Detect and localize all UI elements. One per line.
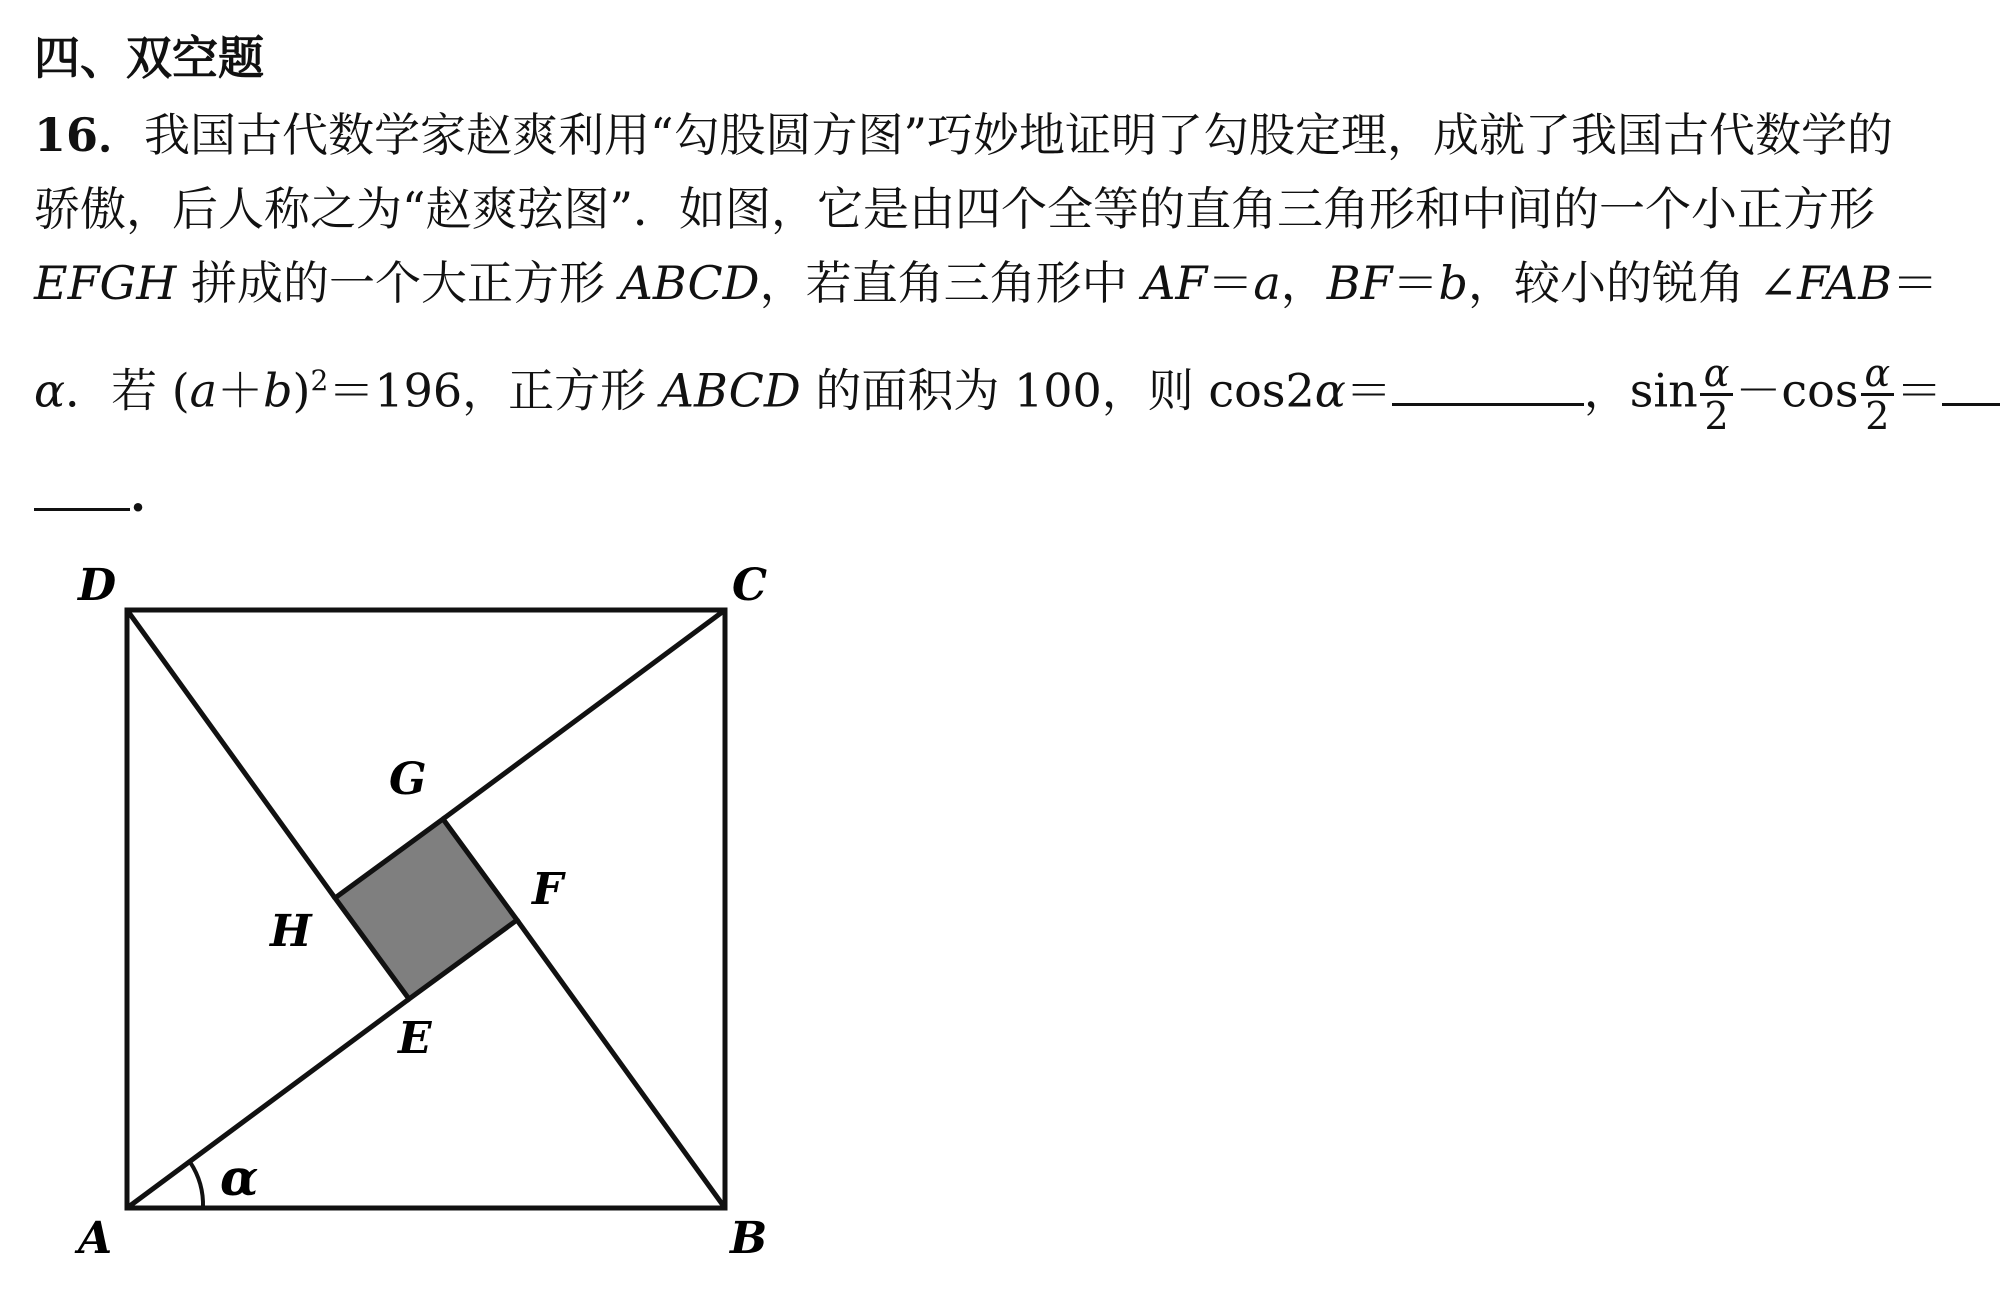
problem-text-3c: ，较小的锐角 ∠ [1467,256,1798,310]
equals-1: ＝ [1207,256,1254,310]
var-b-2: b [263,363,293,418]
angle-arc [190,1162,203,1208]
equals-2: ＝ [1392,256,1439,310]
line-g-c [443,610,725,819]
label-d: D [78,560,117,611]
line-f-b [517,920,725,1208]
label-a: A [78,1213,113,1264]
small-square-name: EFGH [34,256,177,310]
line-d-h [127,610,335,898]
problem-text-2: 骄傲，后人称之为“赵爽弦图”．如图，它是由四个全等的直角三角形和中间的一个小正方形 [34,182,1876,236]
var-a-2: a [189,363,218,418]
big-square-name: ABCD [619,256,760,310]
fraction-2-num: α [1861,353,1895,396]
period: . [130,468,147,522]
problem-number: 16． [34,108,145,162]
problem-text-4d: ，sin [1583,363,1698,418]
angle-fab: FAB [1797,256,1893,310]
problem-text-4a: ．若 ( [65,363,190,418]
problem-text-4b: ＝196，正方形 [328,363,661,418]
problem-text-3a: 拼成的一个大正方形 [176,256,620,310]
label-b: B [730,1213,768,1264]
var-a: a [1253,256,1281,310]
plus-sign: ＋ [217,363,264,418]
segment-bf: BF [1326,256,1393,310]
fraction-1-num: α [1700,353,1734,396]
label-alpha: α [220,1148,259,1207]
comma-1: ， [1280,256,1327,310]
big-square-name-2: ABCD [660,363,801,418]
problem-text-3b: ，若直角三角形中 [759,256,1143,310]
fraction-1-den: 2 [1704,393,1729,438]
exponent: 2 [310,364,329,397]
label-c: C [732,560,768,611]
var-alpha: α [34,363,66,418]
var-b: b [1438,256,1468,310]
equals-5: ＝ [1896,363,1943,418]
problem-text-4c: 的面积为 100，则 cos2 [800,363,1315,418]
label-e: E [398,1013,432,1064]
line-a-e [127,999,409,1208]
label-g: G [389,754,427,805]
close-paren: ) [292,363,311,418]
label-f: F [532,864,564,915]
problem-text-1: 我国古代数学家赵爽利用“勾股圆方图”巧妙地证明了勾股定理，成就了我国古代数学的 [144,108,1894,162]
equals-4: ＝ [1345,363,1392,418]
var-alpha-2: α [1314,363,1346,418]
problem-text-4e: －cos [1735,363,1859,418]
label-h: H [270,906,312,957]
fraction-2-den: 2 [1865,393,1890,438]
segment-af: AF [1142,256,1208,310]
square-efgh [335,819,517,999]
equals-3: ＝ [1892,256,1939,310]
section-heading: 四、双空题 [34,31,264,85]
